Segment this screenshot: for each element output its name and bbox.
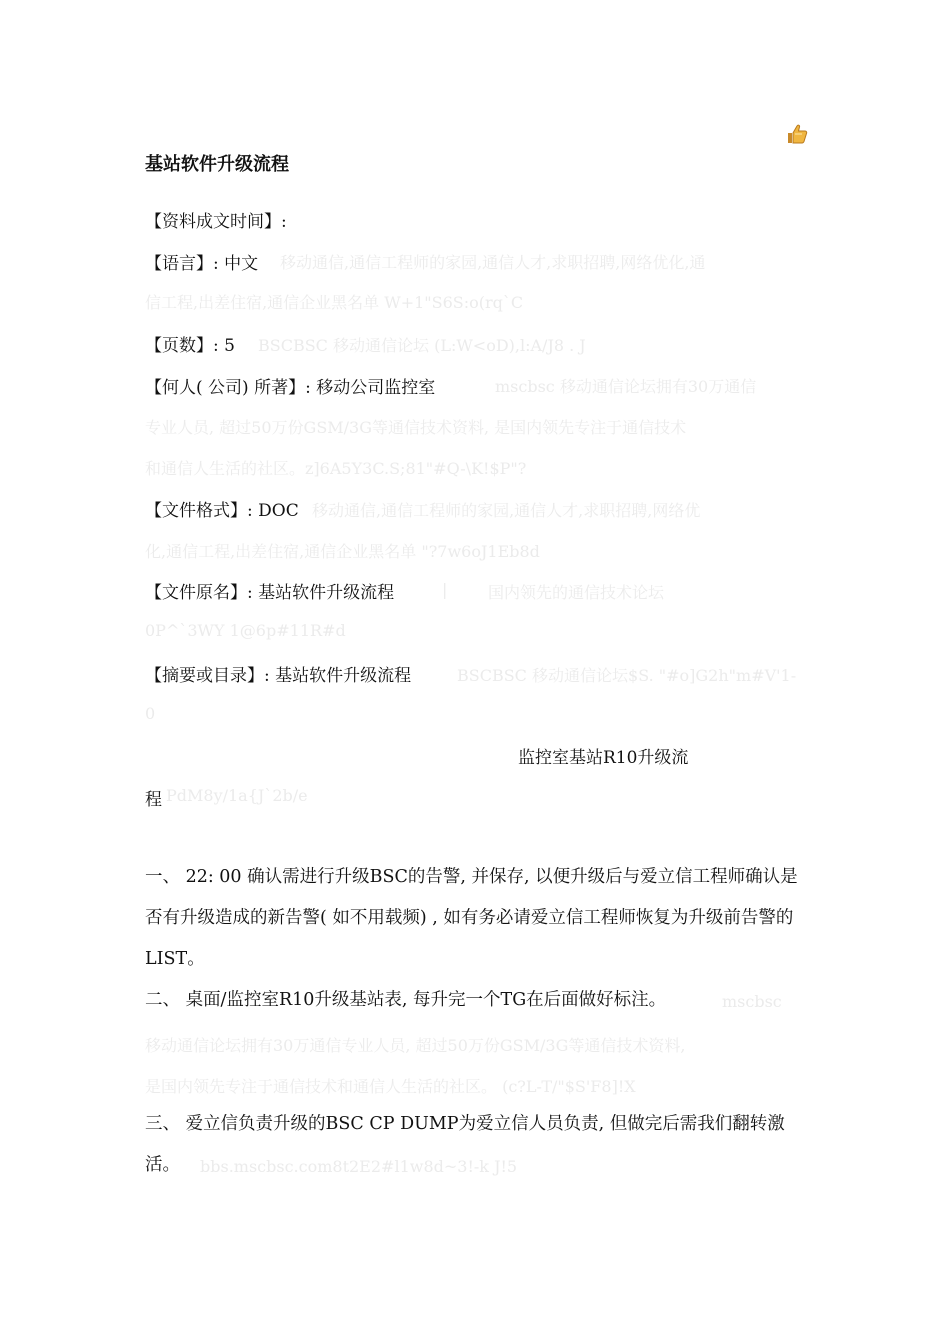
thumbs-up-icon — [785, 122, 809, 146]
meta-line: 【页数】: 5 — [145, 336, 235, 356]
watermark-text: mscbsc 移动通信论坛拥有30万通信 — [495, 377, 757, 396]
watermark-text: 0 — [145, 704, 156, 723]
meta-line: 【资料成文时间】: — [145, 212, 287, 232]
watermark-text: 移动通信,通信工程师的家园,通信人才,求职招聘,网络优化,通 — [280, 253, 706, 272]
watermark-text: 专业人员, 超过50万份GSM/3G等通信技术资料, 是国内领先专注于通信技术 — [145, 418, 687, 437]
meta-line: 【文件原名】: 基站软件升级流程 — [145, 583, 395, 603]
watermark-text: 化,通信工程,出差住宿,通信企业黑名单 "?7w6oJ1Eb8d — [145, 542, 540, 561]
meta-line: 【何人( 公司) 所著】: 移动公司监控室 — [145, 378, 436, 398]
watermark-text: 移动通信论坛拥有30万通信专业人员, 超过50万份GSM/3G等通信技术资料, — [145, 1036, 686, 1055]
meta-line: 【摘要或目录】: 基站软件升级流程 — [145, 666, 412, 686]
step-paragraph: 二、 桌面/监控室R10升级基站表, 每升完一个TG在后面做好标注。 — [145, 990, 667, 1010]
section-subtitle-continued: 程 — [145, 790, 162, 810]
watermark-text: 国内领先的通信技术论坛 — [488, 583, 665, 602]
watermark-text: BSCBSC 移动通信论坛 (L:W<oD),l:A/J8 . J — [258, 336, 586, 355]
watermark-text: 是国内领先专注于通信技术和通信人生活的社区。 (c?L-T/"$S'F8]!X — [145, 1077, 636, 1096]
watermark-text: mscbsc — [722, 992, 782, 1011]
watermark-text: 和通信人生活的社区。z]6A5Y3C.S;81"#Q-\K!$P"? — [145, 459, 527, 478]
meta-line: 【文件格式】: DOC — [145, 501, 299, 521]
watermark-text: 信工程,出差住宿,通信企业黑名单 W+1"S6S:o(rq`C — [145, 293, 524, 312]
watermark-text: PdM8y/1a{J`2b/e — [166, 786, 308, 805]
watermark-text: 0P^`3WY 1@6p#11R#d — [145, 621, 346, 640]
step-paragraph: 一、 22: 00 确认需进行升级BSC的告警, 并保存, 以便升级后与爱立信工程师确认是否有升级造成的新告警( 如不用载频) , 如有务必请爱立信工程师恢复为升级前告警的LIST。 — [145, 867, 798, 969]
watermark-text: bbs.mscbsc.com8t2E2#l1w8d~3!-k J!5 — [200, 1157, 518, 1176]
page-title: 基站软件升级流程 — [145, 154, 289, 175]
section-subtitle: 监控室基站R10升级流 — [518, 748, 689, 768]
meta-line: 【语言】: 中文 — [145, 254, 259, 274]
step-paragraph: 三、 爱立信负责升级的BSC CP DUMP为爱立信人员负责, 但做完后需我们翻转激活。 — [145, 1114, 785, 1175]
watermark-text: 移动通信,通信工程师的家园,通信人才,求职招聘,网络优 — [312, 501, 701, 520]
watermark-text: | — [442, 580, 448, 599]
watermark-text: BSCBSC 移动通信论坛$S. "#o]G2h"m#V'1- — [457, 666, 797, 685]
